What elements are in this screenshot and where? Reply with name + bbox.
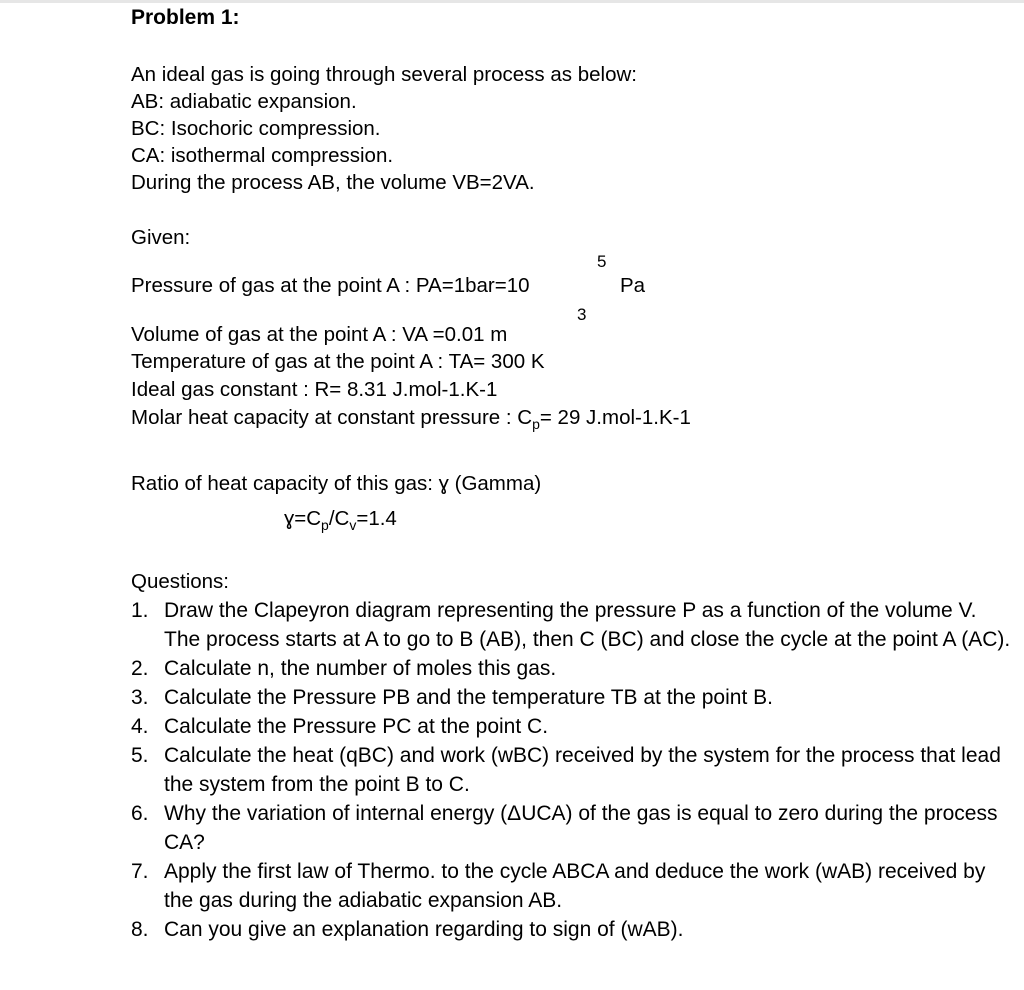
given-pressure	[131, 272, 530, 299]
question-text: Calculate the Pressure PC at the point C.	[164, 715, 549, 738]
question-text: Can you give an explanation regarding to sign of (wAB).	[164, 918, 684, 941]
question-number: 1.	[131, 599, 149, 622]
intro-line: During the process AB, the volume VB=2VA.	[131, 171, 535, 194]
cp-subscript: p	[532, 416, 540, 432]
pressure-text: Pressure of gas at the point A : PA=1bar=10	[131, 274, 530, 297]
question-text: Draw the Clapeyron diagram representing the pressure P as a function of the volume V. The process starts at A to go to B (AB), then C (BC) and close the cycle at the point A (AC).	[164, 599, 1011, 651]
gamma-formula	[284, 505, 397, 534]
formula-end: =1.4	[356, 507, 397, 530]
question-item	[131, 654, 1011, 683]
formula-sub-v: v	[349, 517, 357, 533]
pressure-exponent: 5	[597, 252, 607, 271]
pressure-unit: Pa	[620, 274, 646, 297]
cp-label: Molar heat capacity at constant pressure : C	[131, 406, 533, 429]
cp-value: = 29 J.mol-1.K-1	[539, 406, 691, 429]
question-text: Calculate the Pressure PB and the temperature TB at the point B.	[164, 686, 773, 709]
formula-gamma: ɣ=C	[284, 507, 322, 530]
question-number: 3.	[131, 686, 149, 709]
intro-line: CA: isothermal compression.	[131, 144, 394, 167]
question-item	[131, 915, 1011, 944]
given-temperature: Temperature of gas at the point A : TA= 300 K	[131, 350, 545, 373]
given-cp	[131, 404, 691, 433]
question-item	[131, 712, 1011, 741]
question-item	[131, 857, 1011, 915]
question-number: 7.	[131, 860, 149, 883]
intro-line: An ideal gas is going through several process as below:	[131, 63, 637, 86]
question-item	[131, 596, 1011, 654]
question-number: 8.	[131, 918, 149, 941]
volume-exponent: 3	[577, 305, 587, 324]
formula-mid: /C	[328, 507, 350, 530]
questions-label: Questions:	[131, 570, 229, 593]
given-gas-constant: Ideal gas constant : R= 8.31 J.mol-1.K-1	[131, 378, 498, 401]
questions-list	[131, 596, 1011, 944]
problem-title: Problem 1:	[131, 6, 240, 29]
question-number: 6.	[131, 802, 149, 825]
question-text: Calculate the heat (qBC) and work (wBC) received by the system for the process that lead the system from the point B to C.	[164, 744, 1001, 796]
question-item	[131, 683, 1011, 712]
given-label: Given:	[131, 226, 191, 249]
question-text: Apply the first law of Thermo. to the cycle ABCA and deduce the work (wAB) received by the gas during the adiabatic expansion AB.	[164, 860, 986, 912]
formula-sub-p: p	[321, 517, 329, 533]
question-number: 5.	[131, 744, 149, 767]
given-volume: Volume of gas at the point A : VA =0.01 m	[131, 323, 508, 346]
top-border	[0, 0, 1024, 3]
ratio-label: Ratio of heat capacity of this gas: ɣ (Gamma)	[131, 472, 542, 495]
question-item	[131, 741, 1011, 799]
question-text: Calculate n, the number of moles this gas.	[164, 657, 557, 680]
intro-line: AB: adiabatic expansion.	[131, 90, 357, 113]
question-number: 2.	[131, 657, 149, 680]
question-text: Why the variation of internal energy (ΔUCA) of the gas is equal to zero during the process CA?	[164, 802, 998, 854]
intro-line: BC: Isochoric compression.	[131, 117, 381, 140]
question-item	[131, 799, 1011, 857]
question-number: 4.	[131, 715, 149, 738]
